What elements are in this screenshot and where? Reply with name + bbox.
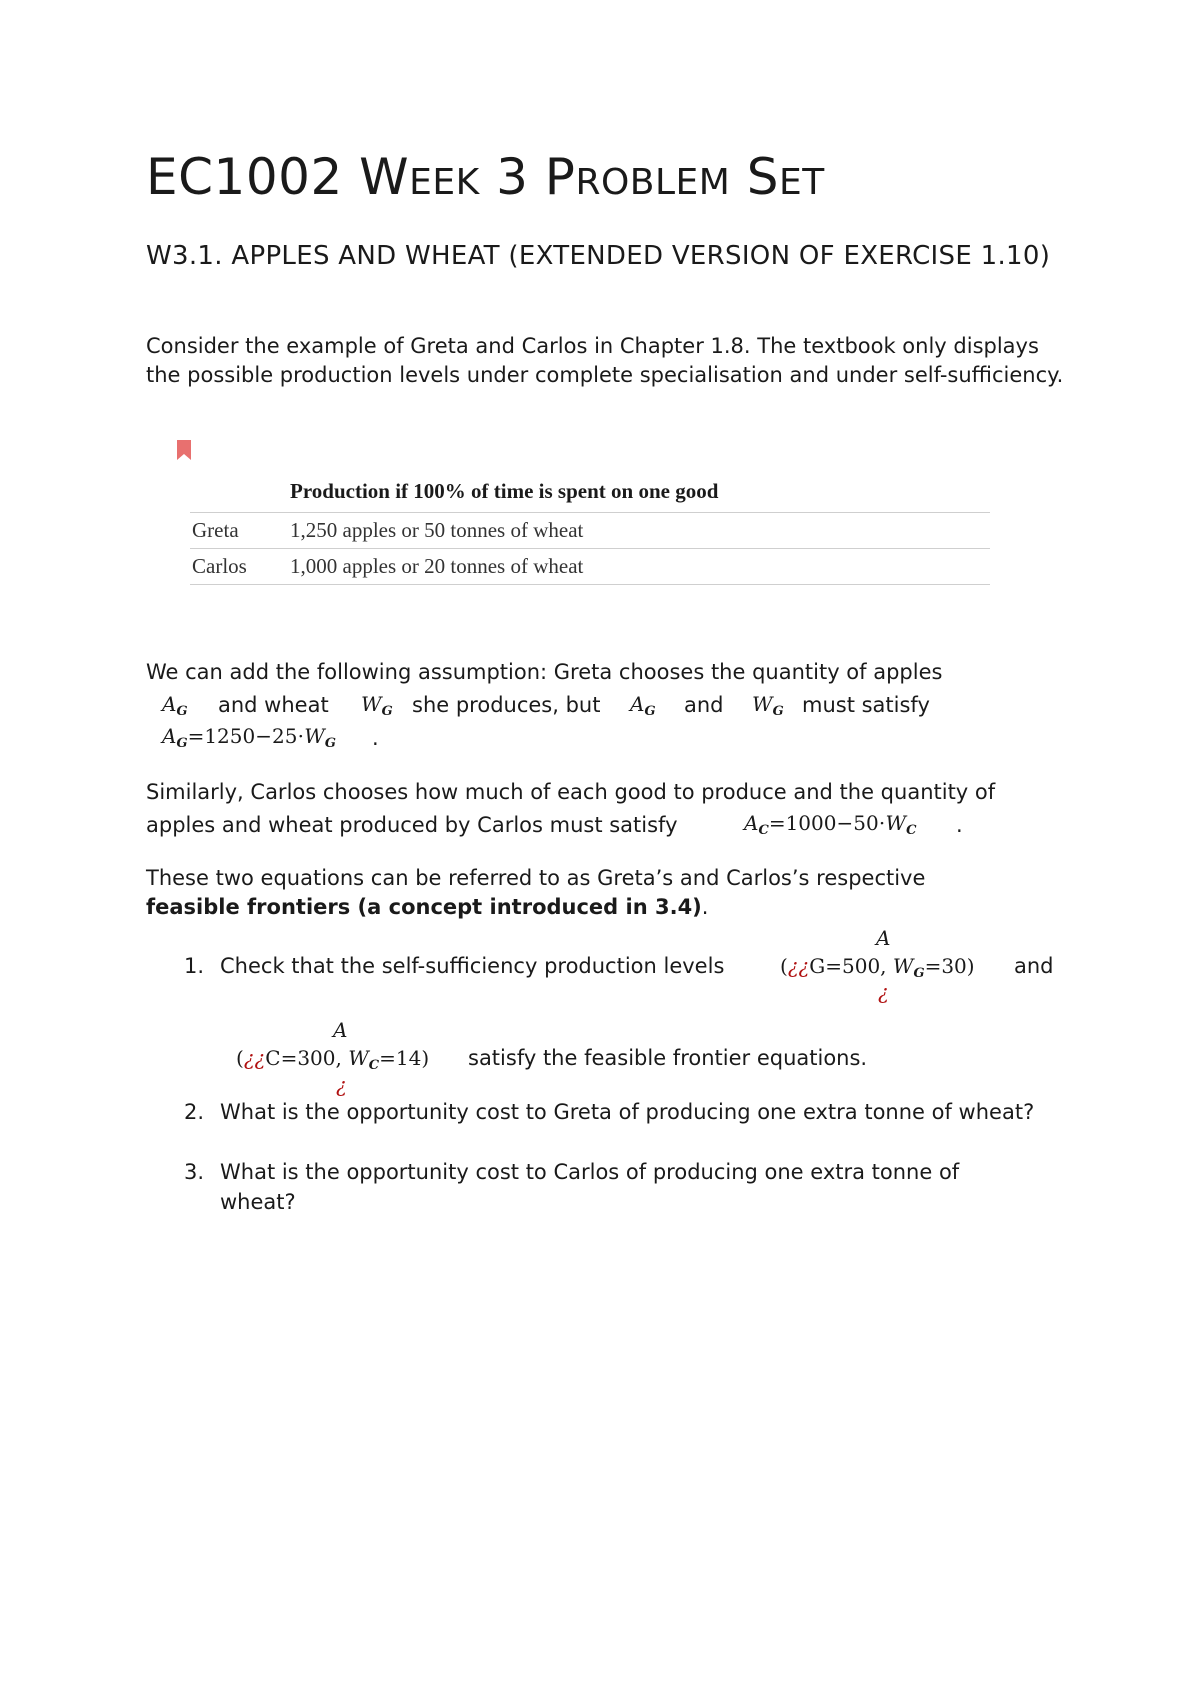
period: . — [372, 726, 379, 750]
title-part: ROBLEM — [575, 162, 731, 203]
title-part: 3 P — [479, 148, 576, 206]
question-3-text: What is the opportunity cost to Carlos of producing one extra tonne of wheat? — [220, 1160, 960, 1214]
math-w-g: $W_G$ — [752, 692, 784, 719]
text-and: and — [684, 693, 724, 717]
title-part: ET — [779, 162, 825, 203]
broken-glyph: ¿ — [336, 1073, 347, 1097]
text-must-satisfy: must satisfy — [802, 693, 930, 717]
question-1-continuation: satisfy the feasible frontier equations. — [468, 1046, 868, 1070]
math-a-g: $A_G$ — [162, 692, 188, 719]
greta-self-sufficiency-values: (¿¿G=500, $W_G=30$) — [780, 954, 975, 981]
list-number: 3. — [184, 1160, 205, 1184]
question-1-text: Check that the self-sufficiency production levels — [220, 954, 725, 978]
page-title — [146, 148, 825, 206]
text-she-produces: she produces, but — [412, 693, 601, 717]
question-2-text: What is the opportunity cost to Greta of producing one extra tonne of wheat? — [220, 1100, 1035, 1124]
row-name: Carlos — [192, 554, 247, 578]
table-header: Production if 100% of time is spent on one good — [290, 479, 719, 503]
math-a-stacked: A — [333, 1018, 348, 1042]
carlos-line-2: apples and wheat produced by Carlos must satisfy — [146, 813, 678, 837]
period: . — [956, 813, 963, 837]
title-part: EC1002 W — [146, 148, 410, 206]
frontiers-line-2: feasible frontiers (a concept introduced in 3.4). — [146, 895, 709, 919]
bookmark-icon[interactable] — [176, 440, 192, 460]
list-number: 2. — [184, 1100, 205, 1124]
math-a-stacked: A — [876, 926, 891, 950]
row-value: 1,250 apples or 50 tonnes of wheat — [290, 518, 584, 542]
table-row — [190, 512, 990, 549]
carlos-self-sufficiency-values: (¿¿C=300, $W_C=14$) — [236, 1046, 430, 1073]
list-number: 1. — [184, 954, 205, 978]
carlos-line-1: Similarly, Carlos chooses how much of each good to produce and the quantity of — [146, 780, 996, 804]
greta-frontier-equation: $A_G=1250-25\cdot W_G$ — [162, 724, 336, 751]
math-a-g: $A_G$ — [630, 692, 656, 719]
row-name: Greta — [192, 518, 239, 542]
text-and-wheat: and wheat — [218, 693, 329, 717]
table-bottom-rule — [190, 584, 990, 585]
math-w-g: $W_G$ — [361, 692, 393, 719]
intro-paragraph: Consider the example of Greta and Carlos in Chapter 1.8. The textbook only displays the possible production levels under complete specialisation and under self-sufficiency. — [146, 334, 1064, 387]
section-heading: W3.1. APPLES AND WHEAT (EXTENDED VERSION OF EXERCISE 1.10) — [146, 241, 1051, 271]
frontiers-bold: feasible frontiers (a concept introduced in 3.4) — [146, 895, 702, 919]
row-value: 1,000 apples or 20 tonnes of wheat — [290, 554, 584, 578]
text-and: and — [1014, 954, 1054, 978]
broken-glyph: ¿ — [878, 980, 889, 1004]
frontiers-line-1: These two equations can be referred to as Greta’s and Carlos’s respective — [146, 866, 926, 890]
title-part: EEK — [409, 162, 480, 203]
assumption-line-1: We can add the following assumption: Greta chooses the quantity of apples — [146, 660, 943, 684]
carlos-frontier-equation: $A_C=1000-50\cdot W_C$ — [744, 811, 917, 838]
title-part: S — [730, 148, 780, 206]
table-row — [190, 548, 990, 585]
